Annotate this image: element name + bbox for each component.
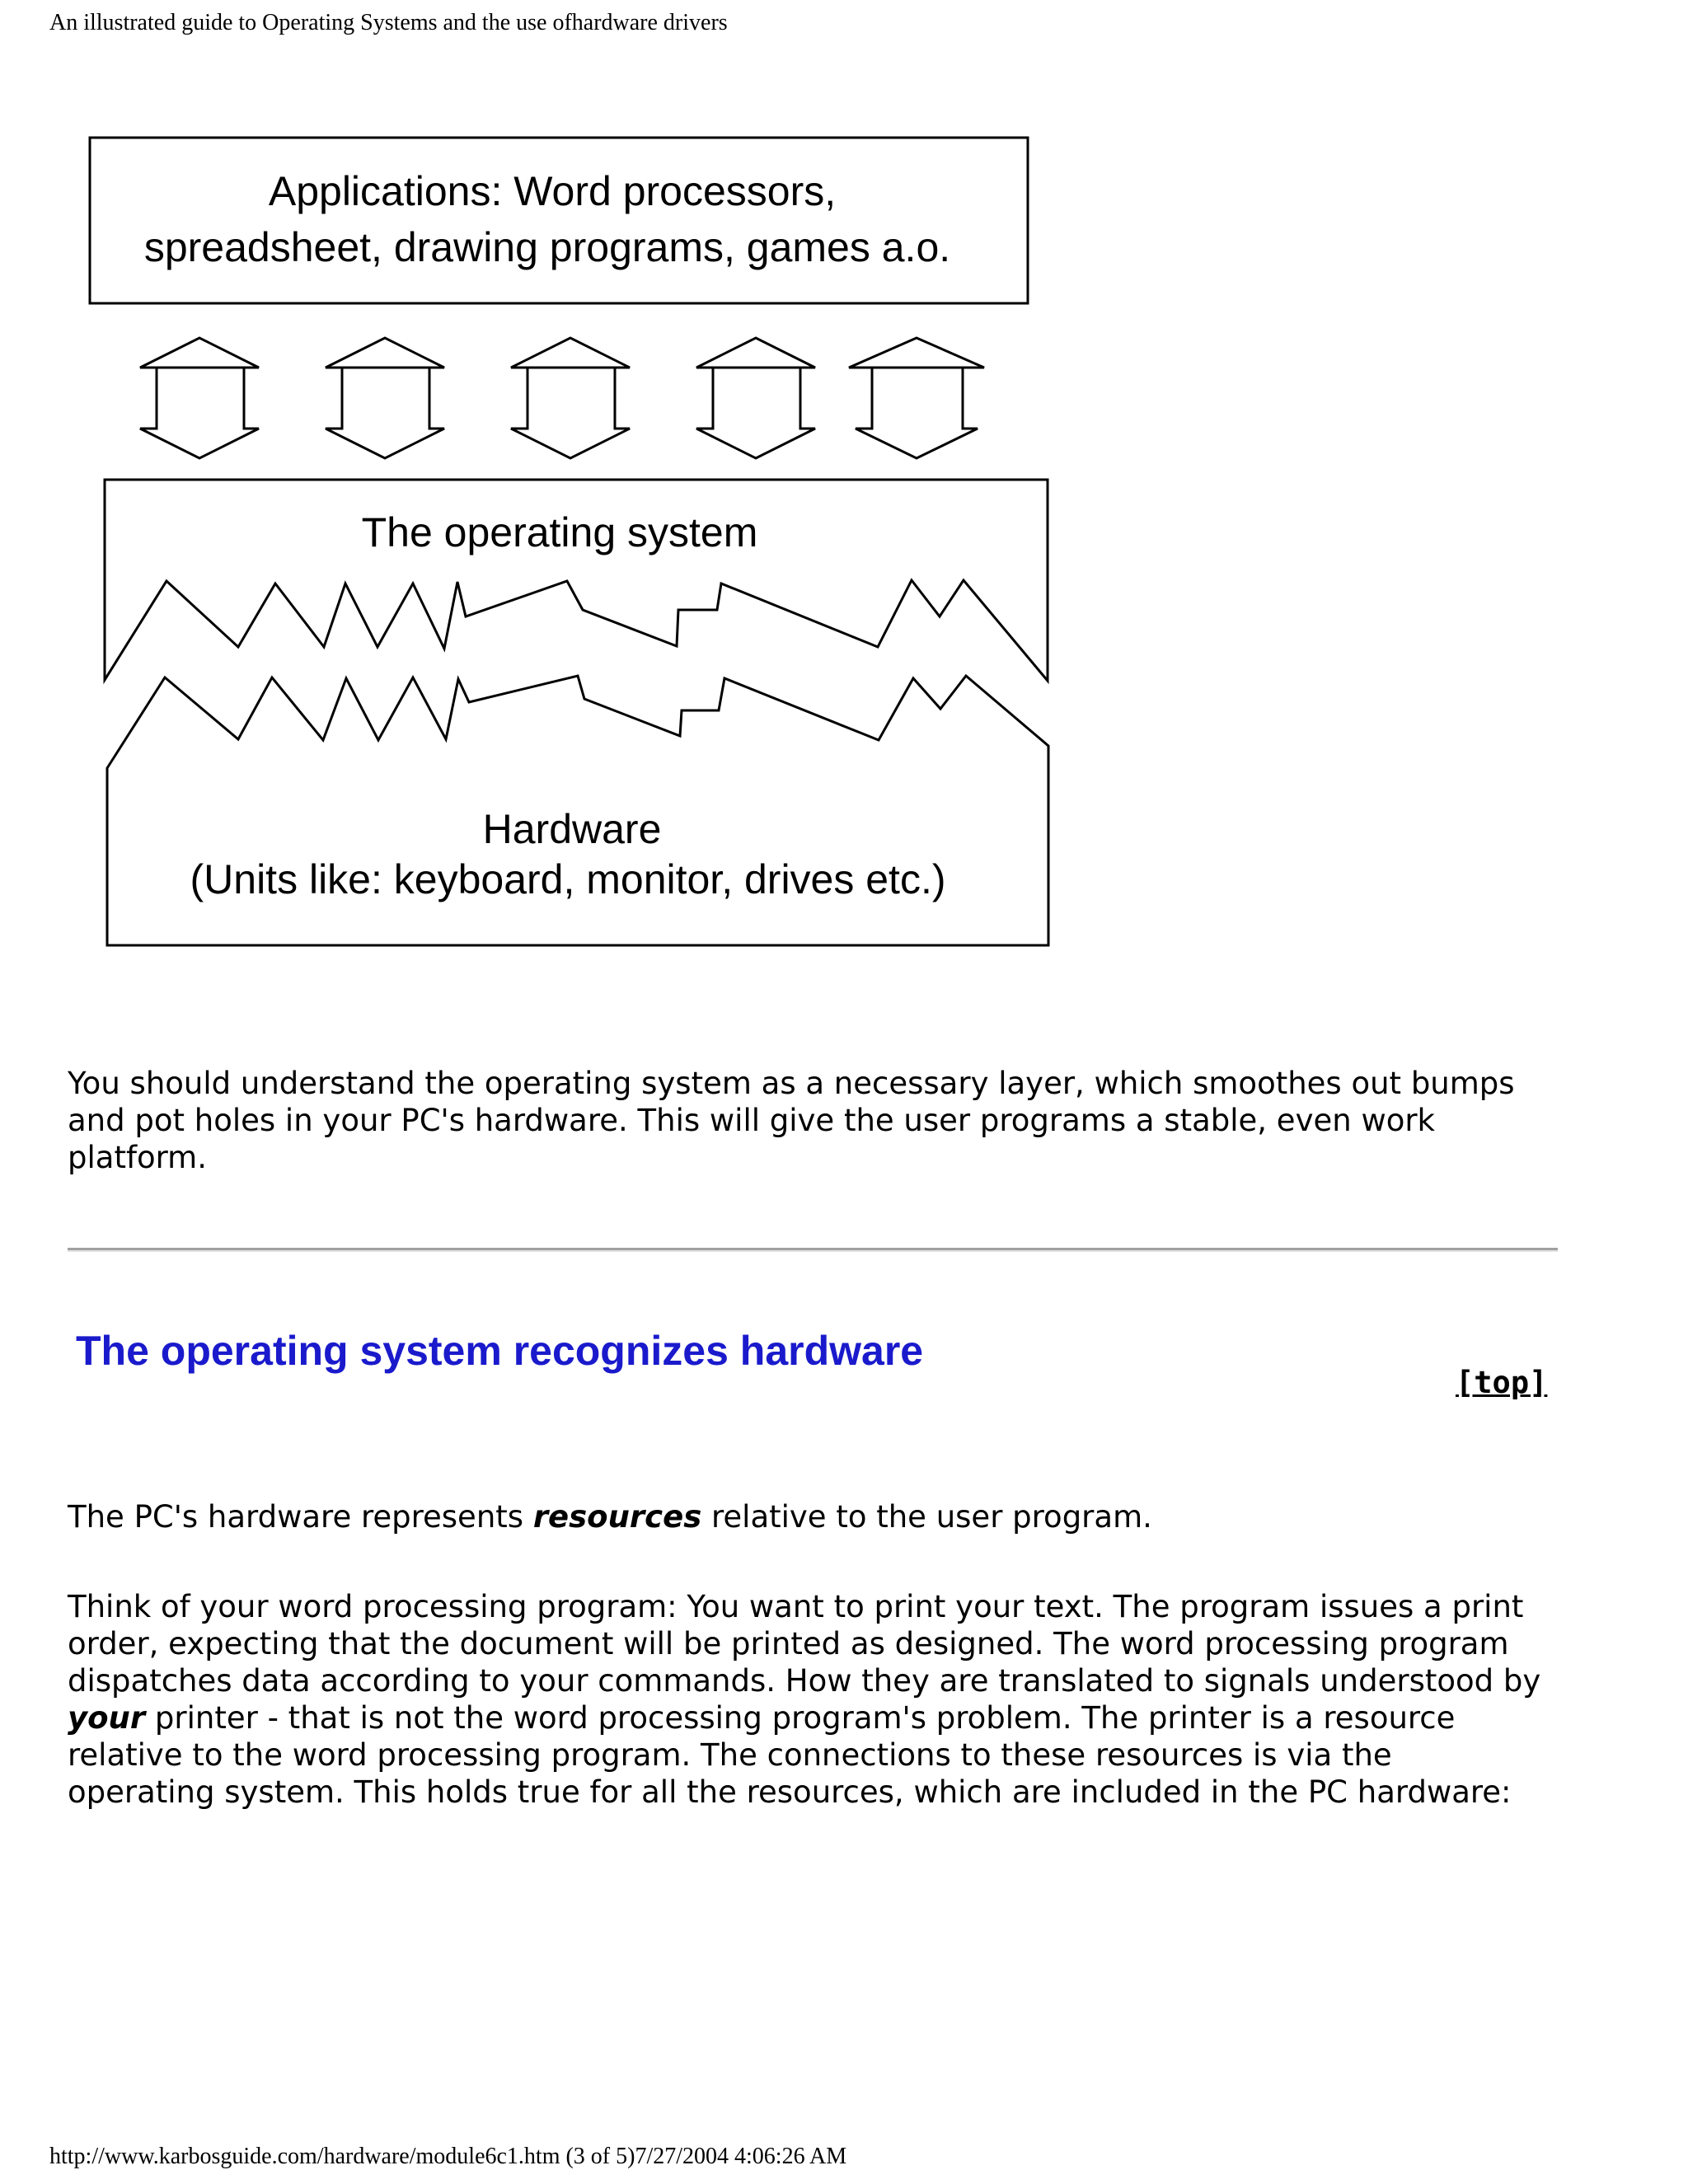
applications-box <box>90 138 1028 303</box>
resources-text-before: The PC's hardware represents <box>68 1499 533 1535</box>
os-layer-diagram <box>0 0 1071 956</box>
horizontal-divider <box>68 1248 1558 1252</box>
hardware-label-line1: Hardware <box>482 806 662 852</box>
top-link[interactable]: [top] <box>1456 1365 1548 1400</box>
section-heading: The operating system recognizes hardware <box>76 1328 924 1374</box>
double-arrow-icon <box>140 338 259 458</box>
page-header: An illustrated guide to Operating Systems and the use ofhardware drivers <box>49 10 728 35</box>
operating-system-label: The operating system <box>361 509 758 555</box>
resources-emphasis: resources <box>532 1499 702 1535</box>
applications-label-line2: spreadsheet, drawing programs, games a.o. <box>143 224 951 270</box>
printer-emphasis: your <box>68 1700 146 1736</box>
printer-text-before: Think of your word processing program: You want to print your text. The program issues a print order, expecting that the document will be printed as designed. The word processing program dispatches data according to your commands. How they are translated to signals understood by <box>68 1589 1541 1699</box>
resources-paragraph <box>68 1498 1543 1535</box>
double-arrow-icon <box>326 338 444 458</box>
double-arrow-icon <box>849 338 984 458</box>
printer-paragraph <box>68 1588 1543 1811</box>
hardware-label-line2: (Units like: keyboard, monitor, drives etc.) <box>190 856 946 902</box>
page-footer: http://www.karbosguide.com/hardware/module6c1.htm (3 of 5)7/27/2004 4:06:26 AM <box>49 2144 847 2169</box>
resources-text-after: relative to the user program. <box>701 1499 1152 1535</box>
intro-paragraph: You should understand the operating system as a necessary layer, which smoothes out bumps and pot holes in your PC's hardware. This will give the user programs a stable, even work platform. <box>68 1066 1515 1175</box>
double-arrow-icon <box>696 338 815 458</box>
double-arrow-icon <box>511 338 630 458</box>
printer-text-after: printer - that is not the word processing program's problem. The printer is a resource relative to the word processing program. The connections to these resources is via the operating system. This holds true for all the resources, which are included in the PC hardware: <box>68 1700 1512 1810</box>
applications-label-line1: Applications: Word processors, <box>268 168 837 214</box>
